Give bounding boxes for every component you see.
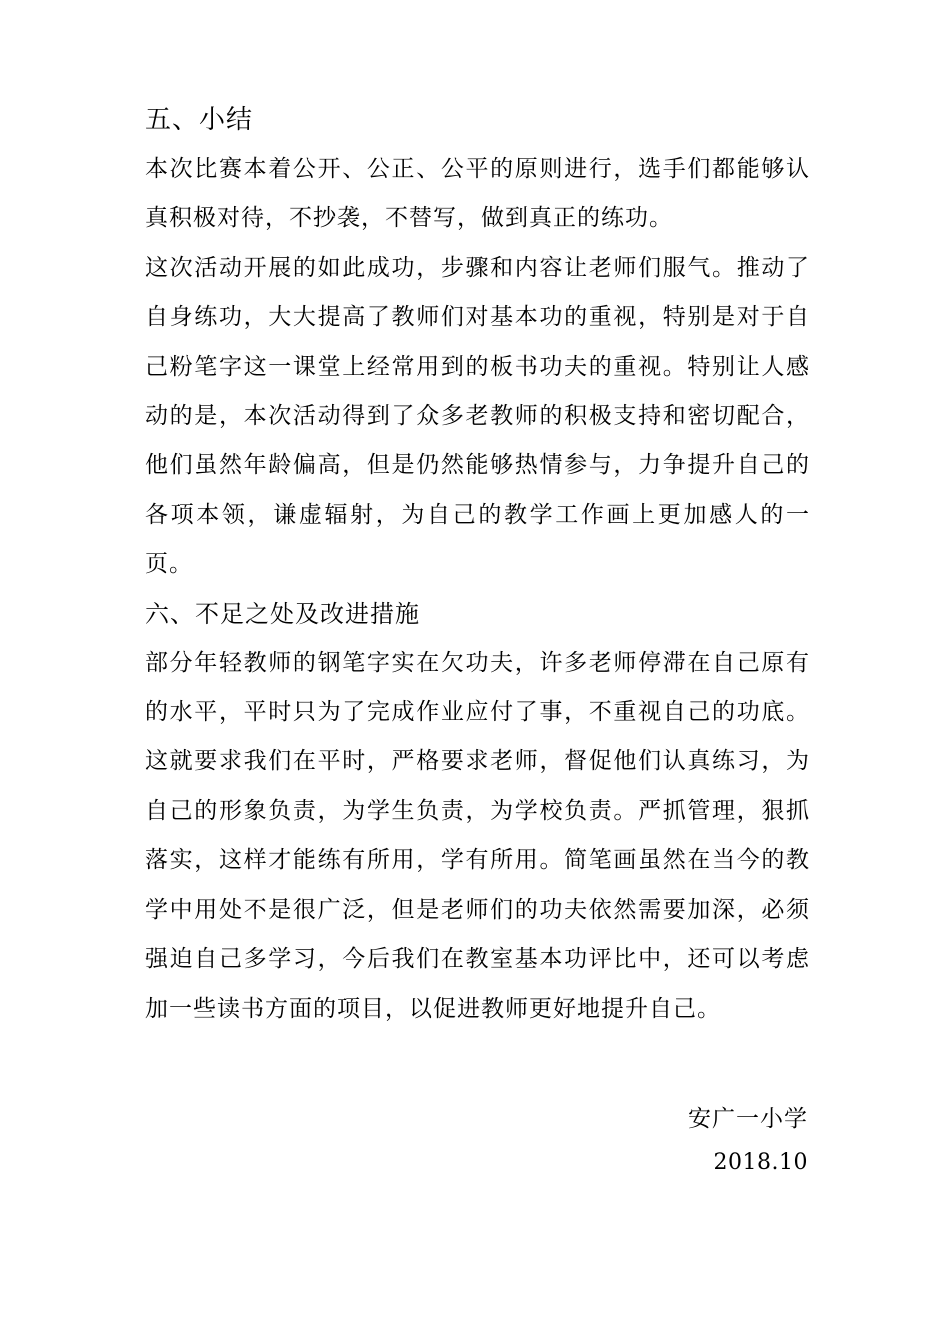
document-body [145,96,810,1034]
signature-organization: 安广一小学 [688,1106,808,1132]
signature-date: 2018.10 [713,1150,808,1175]
section-heading-summary: 五、小结 [145,105,254,135]
section-heading-improvements: 六、不足之处及改进措施 [145,599,420,628]
paragraph-summary-1: 本次比赛本着公开、公正、公平的原则进行，选手们都能够认真积极对待，不抄袭，不替写，做到真正的练功。 [145,156,810,232]
paragraph-improvements-1: 部分年轻教师的钢笔字实在欠功夫，许多老师停滞在自己原有的水平，平时只为了完成作业应付了事，不重视自己的功底。这就要求我们在平时，严格要求老师，督促他们认真练习，为自己的形象负责，为学生负责，为学校负责。严抓管理，狠抓落实，这样才能练有所用，学有所用。简笔画虽然在当今的教学中用处不是很广泛，但是老师们的功夫依然需要加深，必须强迫自己多学习，今后我们在教室基本功评比中，还可以考虑加一些读书方面的项目，以促进教师更好地提升自己。 [145,649,810,1022]
paragraph-summary-2: 这次活动开展的如此成功，步骤和内容让老师们服气。推动了自身练功，大大提高了教师们对基本功的重视，特别是对于自己粉笔字这一课堂上经常用到的板书功夫的重视。特别让人感动的是，本次活动得到了众多老教师的积极支持和密切配合，他们虽然年龄偏高，但是仍然能够热情参与，力争提升自己的各项本领，谦虚辐射，为自己的教学工作画上更加感人的一页。 [145,254,810,578]
